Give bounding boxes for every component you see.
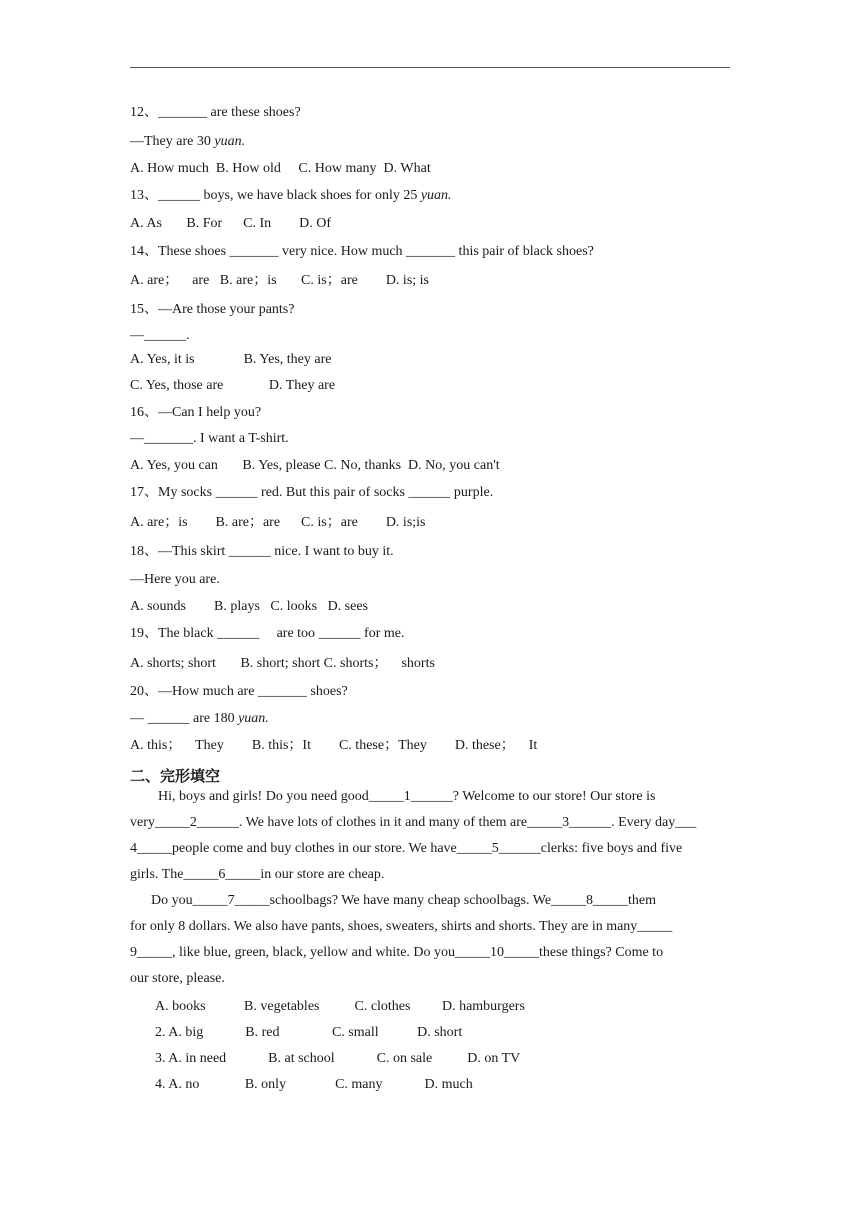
question-line: 15、—Are those your pants? — [130, 302, 295, 317]
header-rule — [130, 67, 730, 68]
question-line: A. shorts; short B. short; short C. shorts； shorts — [130, 656, 435, 671]
paragraph-line: 9_____, like blue, green, black, yellow and white. Do you_____10_____these things? Come to — [130, 945, 664, 960]
question-line: A. sounds B. plays C. looks D. sees — [130, 599, 369, 614]
question-line: 13、______ boys, we have black shoes for only 25 yuan. — [130, 188, 452, 203]
question-line: A. As B. For C. In D. Of — [130, 216, 332, 231]
question-line: 14、These shoes _______ very nice. How much _______ this pair of black shoes? — [130, 244, 594, 259]
question-line: A. are； are B. are；is C. is；are D. is; is — [130, 273, 429, 288]
question-line: A. Yes, it is B. Yes, they are — [130, 352, 332, 367]
question-line: —______. — [130, 328, 190, 343]
question-line: —Here you are. — [130, 572, 220, 587]
question-line: A. Yes, you can B. Yes, please C. No, thanks D. No, you can't — [130, 458, 500, 473]
question-line: C. Yes, those are D. They are — [130, 378, 336, 393]
section-title: 二、完形填空 — [130, 767, 221, 785]
paragraph-line: girls. The_____6_____in our store are cheap. — [130, 867, 385, 882]
question-line: — ______ are 180 yuan. — [130, 711, 269, 726]
paragraph-line: our store, please. — [130, 971, 225, 986]
question-line: 12、_______ are these shoes? — [130, 105, 301, 120]
paragraph-line: Do you_____7_____schoolbags? We have many cheap schoolbags. We_____8_____them — [130, 893, 657, 908]
question-line: 18、—This skirt ______ nice. I want to buy it. — [130, 544, 394, 559]
question-line: A. are；is B. are；are C. is；are D. is;is — [130, 515, 426, 530]
question-line: —They are 30 yuan. — [130, 134, 246, 149]
question-line: A. How much B. How old C. How many D. What — [130, 161, 431, 176]
cloze-paragraph-2 — [130, 888, 725, 992]
question-line: A. this； They B. this；It C. these；They D. these； It — [130, 738, 538, 753]
option-line: 3. A. in need B. at school C. on sale D. on TV — [155, 1051, 521, 1066]
question-line: 17、My socks ______ red. But this pair of socks ______ purple. — [130, 485, 494, 500]
question-line: 20、—How much are _______ shoes? — [130, 684, 348, 699]
question-line: —_______. I want a T-shirt. — [130, 431, 289, 446]
option-line: A. books B. vegetables C. clothes D. hamburgers — [155, 999, 525, 1014]
paragraph-line: very_____2______. We have lots of clothes in it and many of them are_____3______. Every day___ — [130, 815, 697, 830]
paragraph-line: for only 8 dollars. We also have pants, shoes, sweaters, shirts and shorts. They are in many_____ — [130, 919, 673, 934]
question-line: 19、The black ______ are too ______ for me. — [130, 626, 405, 641]
cloze-paragraph-1 — [130, 784, 725, 888]
option-line: 4. A. no B. only C. many D. much — [155, 1077, 473, 1092]
paragraph-line: Hi, boys and girls! Do you need good_____1______? Welcome to our store! Our store is — [130, 789, 656, 804]
option-line: 2. A. big B. red C. small D. short — [155, 1025, 463, 1040]
question-line: 16、—Can I help you? — [130, 405, 262, 420]
paragraph-line: 4_____people come and buy clothes in our store. We have_____5______clerks: five boys and five — [130, 841, 683, 856]
